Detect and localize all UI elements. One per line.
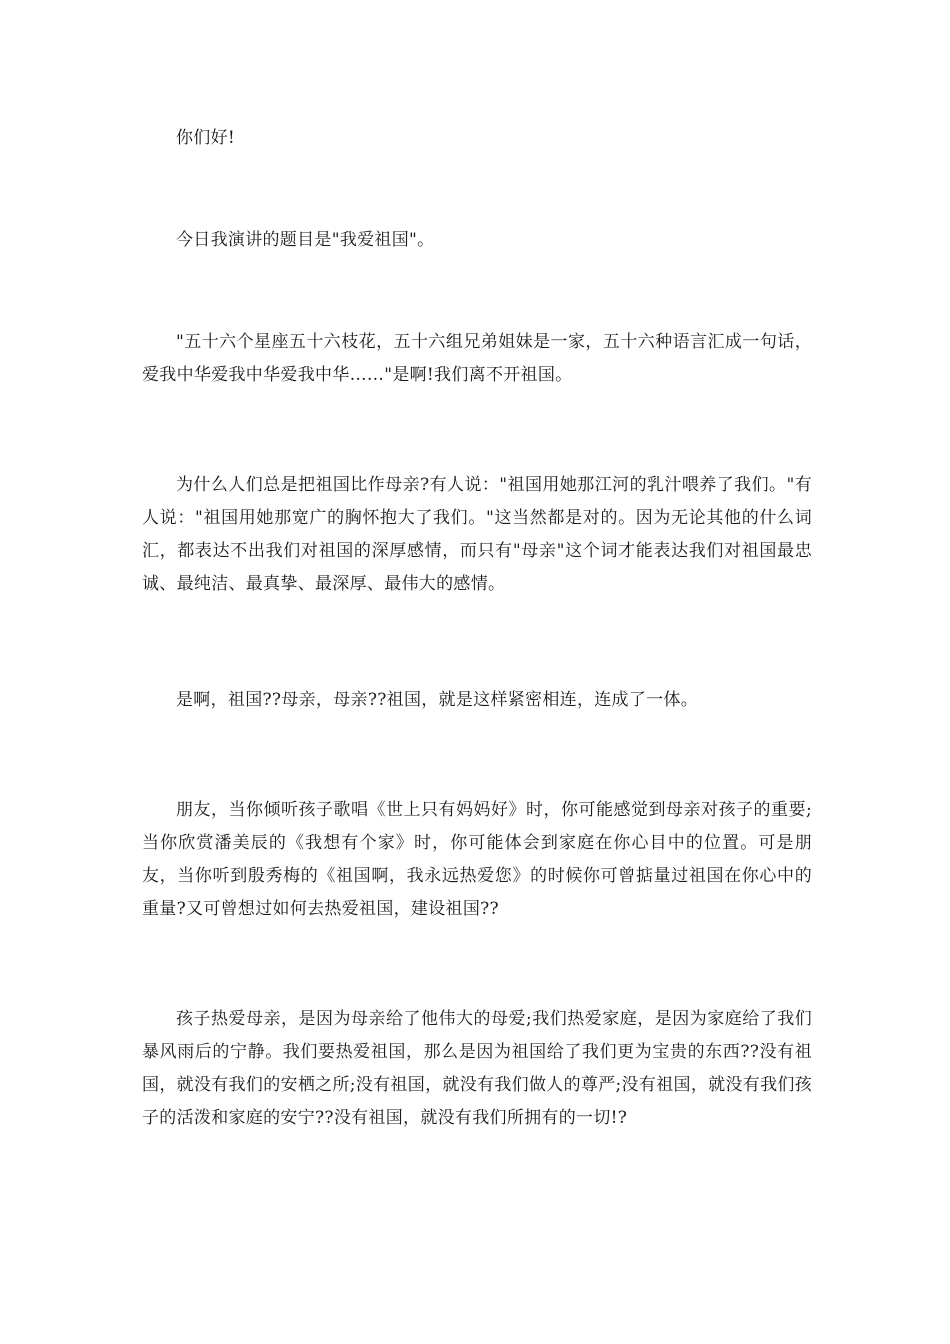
paragraph-motherland-as-mother: 为什么人们总是把祖国比作母亲?有人说："祖国用她那江河的乳汁喂养了我们。"有人说："祖国用她那宽广的胸怀抱大了我们。"这当然都是对的。因为无论其他的什么词汇，都表达不出我们对祖国的深厚感情，而只有"母亲"这个词才能表达我们对祖国最忠诚、最纯洁、最真挚、最深厚、最伟大的感情。 — [142, 475, 812, 594]
paragraph-friend-songs: 朋友，当你倾听孩子歌唱《世上只有妈妈好》时，你可能感觉到母亲对孩子的重要;当你欣赏潘美辰的《我想有个家》时，你可能体会到家庭在你心目中的位置。可是朋友，当你听到殷秀梅的《祖国啊，我永远热爱您》的时候你可曾掂量过祖国在你心中的重量?又可曾想过如何去热爱祖国，建设祖国?? — [142, 800, 812, 919]
paragraph-song-quote: "五十六个星座五十六枝花，五十六组兄弟姐妹是一家，五十六种语言汇成一句话，爱我中华爱我中华爱我中华……"是啊!我们离不开祖国。 — [142, 332, 812, 385]
paragraph-closely-linked: 是啊，祖国??母亲，母亲??祖国，就是这样紧密相连，连成了一体。 — [176, 690, 699, 710]
paragraph-speech-topic: 今日我演讲的题目是"我爱祖国"。 — [176, 230, 435, 250]
paragraph-why-love-motherland: 孩子热爱母亲，是因为母亲给了他伟大的母爱;我们热爱家庭，是因为家庭给了我们暴风雨后的宁静。我们要热爱祖国，那么是因为祖国给了我们更为宝贵的东西??没有祖国，就没有我们的安栖之所;没有祖国，就没有我们做人的尊严;没有祖国，就没有我们孩子的活泼和家庭的安宁??没有祖国，就没有我们所拥有的一切!? — [142, 1009, 812, 1128]
paragraph-greeting: 你们好! — [176, 128, 236, 148]
